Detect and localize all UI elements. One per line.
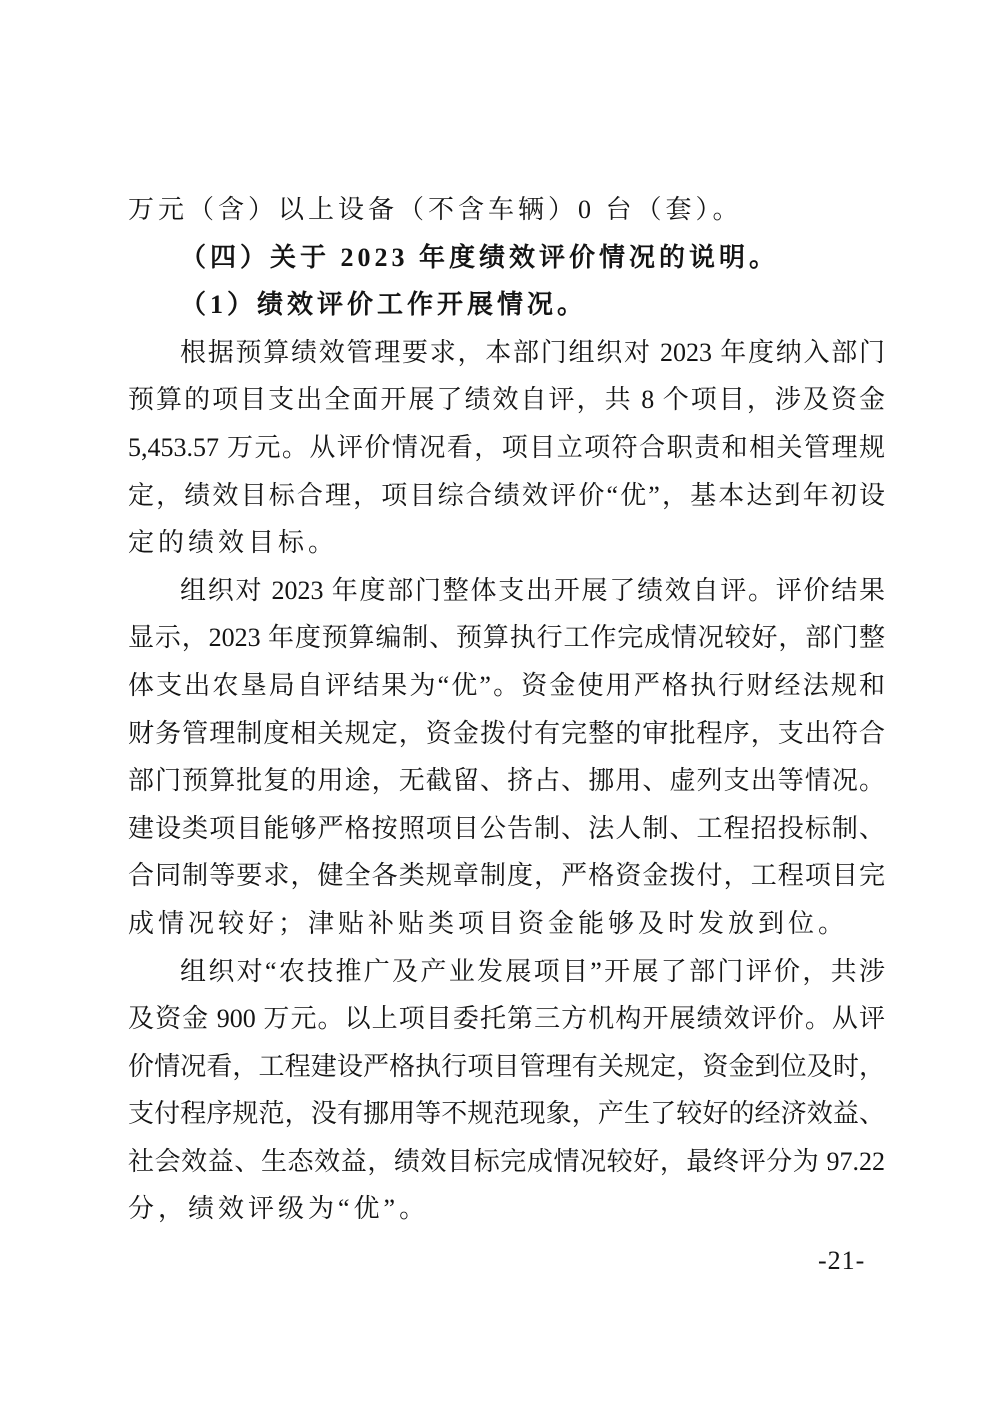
text-line: 财务管理制度相关规定，资金拨付有完整的审批程序，支出符合	[128, 718, 885, 748]
text-line: 支付程序规范，没有挪用等不规范现象，产生了较好的经济效益、	[128, 1099, 885, 1129]
text-line: 成情况较好；津贴补贴类项目资金能够及时发放到位。	[128, 908, 849, 938]
text-line: 价情况看，工程建设严格执行项目管理有关规定，资金到位及时，	[128, 1051, 885, 1081]
text-line: 万元（含）以上设备（不含车辆）0 台（套）。	[128, 195, 743, 224]
text-line: 及资金 900 万元。以上项目委托第三方机构开展绩效评价。从评	[128, 1004, 885, 1034]
text-line: 定的绩效目标。	[128, 528, 339, 558]
text-line: 定，绩效目标合理，项目综合绩效评价“优”，基本达到年初设	[128, 480, 885, 510]
text-line: 显示，2023 年度预算编制、预算执行工作完成情况较好，部门整	[128, 623, 885, 653]
text-line: （1）绩效评价工作开展情况。	[180, 290, 588, 320]
text-line: 部门预算批复的用途，无截留、挤占、挪用、虚列支出等情况。	[128, 766, 885, 796]
text-line: 组织对 2023 年度部门整体支出开展了绩效自评。评价结果	[180, 575, 885, 605]
text-block	[128, 186, 885, 1233]
text-line: 合同制等要求，健全各类规章制度，严格资金拨付，工程项目完	[128, 861, 885, 891]
text-line: 体支出农垦局自评结果为“优”。资金使用严格执行财经法规和	[128, 670, 885, 700]
text-line: 根据预算绩效管理要求，本部门组织对 2023 年度纳入部门	[180, 337, 885, 367]
text-line: 预算的项目支出全面开展了绩效自评，共 8 个项目，涉及资金	[128, 385, 885, 415]
text-line: （四）关于 2023 年度绩效评价情况的说明。	[180, 242, 780, 272]
text-line: 建设类项目能够严格按照项目公告制、法人制、工程招投标制、	[128, 813, 885, 843]
text-line: 分，绩效评级为“优”。	[128, 1194, 430, 1224]
page-number: -21-	[818, 1246, 866, 1275]
text-line: 社会效益、生态效益，绩效目标完成情况较好，最终评分为 97.22	[128, 1146, 885, 1176]
text-line: 5,453.57 万元。从评价情况看，项目立项符合职责和相关管理规	[128, 432, 885, 462]
text-line: 组织对“农技推广及产业发展项目”开展了部门评价，共涉	[180, 956, 885, 986]
